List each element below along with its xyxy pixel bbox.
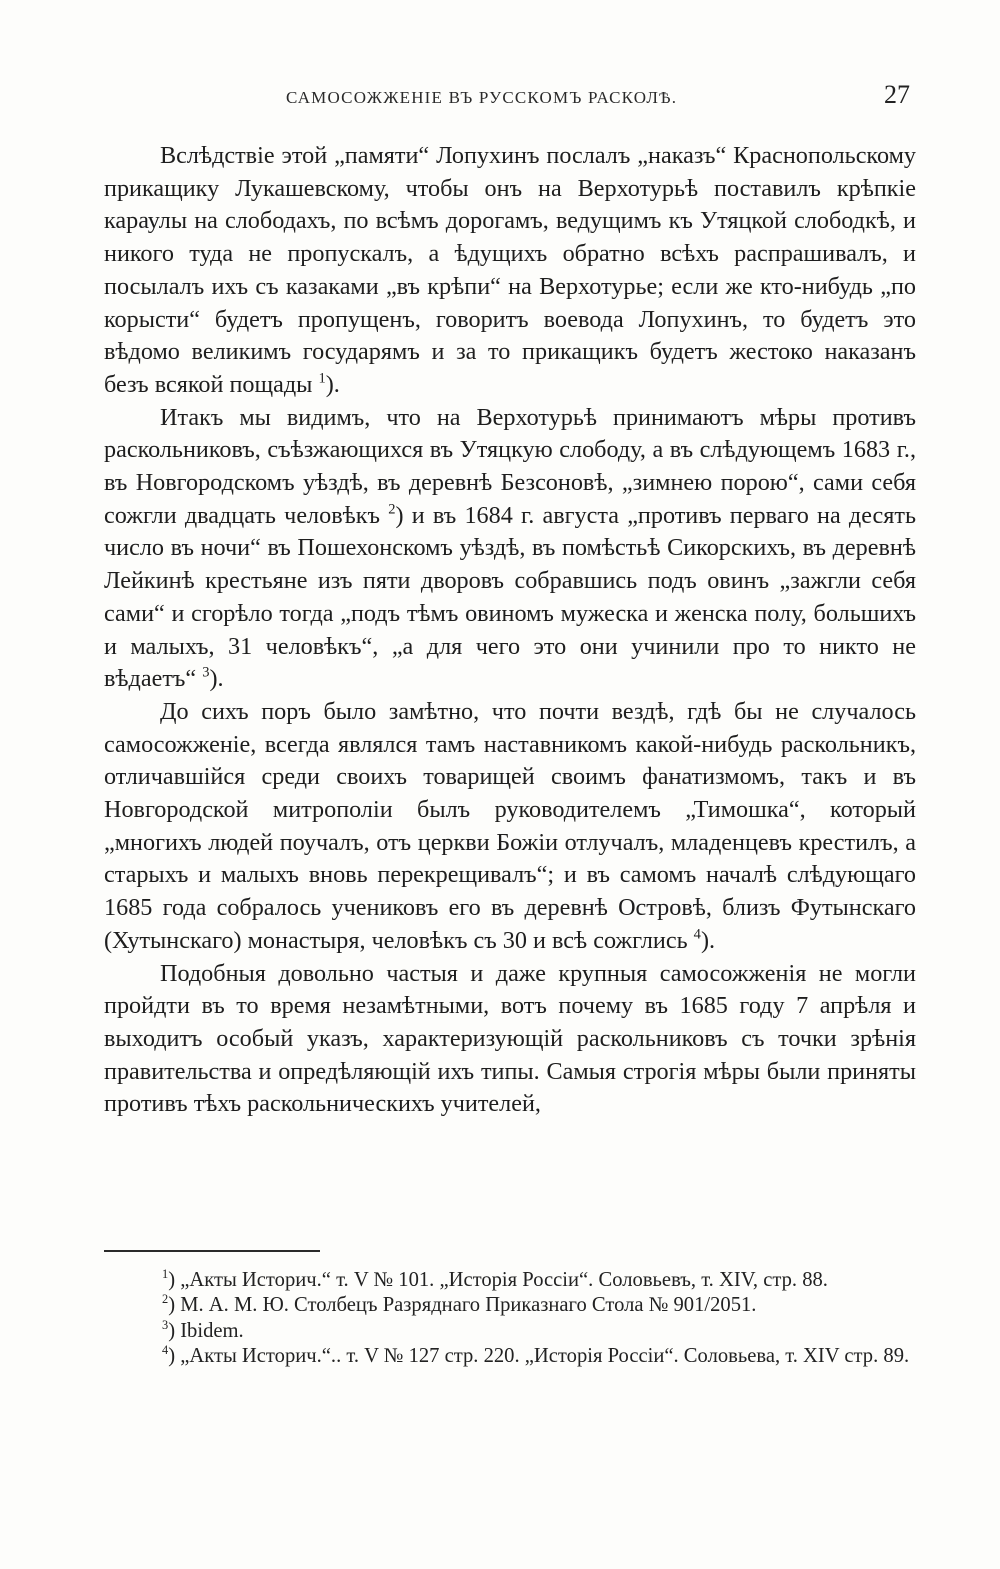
paragraph-text: ) и въ 1684 г. августа „противъ перваго на десять число въ ночи“ въ Пошехонскомъ уѣздѣ, въ помѣстьѣ Сикорскихъ, въ деревнѣ Лейкинѣ крестьяне изъ пяти дворовъ собравшись подъ овинъ „зажгли себя сами“ и сгорѣло тогда „подъ тѣмъ овиномъ мужеска и женска полу, большихъ и малыхъ, 31 человѣкъ“, „а для чего это они учинили про то никто не вѣдаетъ“ <box>104 501 917 693</box>
page-number: 27 <box>884 80 910 109</box>
paragraph-1 <box>104 140 916 402</box>
footnote-marker: 3 <box>162 1317 169 1332</box>
footnote-marker: 1 <box>162 1266 169 1281</box>
main-text <box>104 140 916 1121</box>
footnote-text: ) „Акты Историч.“ т. V № 101. „Исторія Россіи“. Соловьевъ, т. XIV, стр. 88. <box>168 1269 828 1291</box>
paragraph-text: До сихъ поръ было замѣтно, что почти вездѣ, гдѣ бы не случалось самосожженіе, всегда являлся тамъ наставникомъ какой-нибудь раскольникъ, отличавшійся среди своихъ товарищей своимъ фанатизмомъ, такъ и въ Новгородской митрополіи былъ руководителемъ „Тимошка“, который „многихъ людей поучалъ, отъ церкви Божіи отлучалъ, младенцевъ крестилъ, а старыхъ и малыхъ вновь перекрещивалъ“; и въ самомъ началѣ слѣдующаго 1685 года собралось учениковъ его въ деревнѣ Островѣ, близъ Футынскаго (Хутынскаго) монастыря, человѣкъ съ 30 и всѣ сожглись <box>104 697 916 954</box>
footnote-2 <box>104 1293 918 1318</box>
paragraph-text: Подобныя довольно частыя и даже крупныя самосожженія не могли пройдти въ то время незамѣтными, вотъ почему въ 1685 году 7 апрѣля и выходитъ особый указъ, характеризующій раскольниковъ съ точки зрѣнія правительства и опредѣляющій ихъ типы. Самыя строгія мѣры были приняты противъ тѣхъ раскольническихъ учителей, <box>104 959 916 1118</box>
footnote-text: ) „Акты Историч.“.. т. V № 127 стр. 220. „Исторія Россіи“. Соловьева, т. XIV стр. 89. <box>168 1345 910 1368</box>
running-title: САМОСОЖЖЕНІЕ ВЪ РУССКОМЪ РАСКОЛѢ. <box>286 88 678 107</box>
footnote-marker: 4 <box>162 1343 169 1358</box>
footnote-ref: 2 <box>388 501 396 518</box>
page-header <box>100 80 916 120</box>
footnote-3 <box>104 1319 918 1344</box>
paragraph-2 <box>104 402 916 696</box>
paragraph-text: Итакъ мы видимъ, что на Верхотурьѣ принимаютъ мѣры противъ раскольниковъ, съѣзжающихся въ Утяцкую слободу, а въ слѣдующемъ 1683 г., въ Новгородскомъ уѣздѣ, въ деревнѣ Безсоновѣ, „зимнею порою“, сами себя сожгли двадцать человѣкъ <box>104 403 916 529</box>
paragraph-3 <box>104 696 916 958</box>
footnotes <box>104 1268 918 1370</box>
footnote-marker: 2 <box>162 1292 169 1307</box>
footnote-4 <box>104 1344 918 1369</box>
footnote-ref: 1 <box>318 370 326 387</box>
footnote-ref: 4 <box>693 926 701 943</box>
paragraph-4 <box>104 958 916 1122</box>
footnote-1 <box>104 1268 918 1293</box>
footnote-separator <box>104 1250 320 1252</box>
footnote-text: ) М. А. М. Ю. Столбецъ Разряднаго Приказнаго Стола № 901/2051. <box>168 1294 757 1317</box>
paragraph-text: ). <box>700 926 716 954</box>
paragraph-text: Вслѣдствіе этой „памяти“ Лопухинъ послалъ „наказъ“ Краснопольскому прикащику Лукашевскому, чтобы онъ на Верхотурьѣ поставилъ крѣпкіе караулы на слободахъ, по всѣмъ дорогамъ, ведущимъ къ Утяцкой слободкѣ, и никого туда не пропускалъ, а ѣдущихъ обратно всѣхъ распрашивалъ, и посылалъ ихъ съ казаками „въ крѣпи“ на Верхотурье; если же кто-нибудь „по корысти“ будетъ пропущенъ, говоритъ воевода Лопухинъ, то будетъ это вѣдомо великимъ государямъ и за то прикащикъ будетъ жестоко наказанъ безъ всякой пощады <box>104 142 916 398</box>
footnote-ref: 3 <box>202 664 210 681</box>
paragraph-text: ). <box>209 665 224 693</box>
footnote-text: ) Ibidem. <box>168 1319 244 1342</box>
paragraph-text: ). <box>325 370 340 398</box>
